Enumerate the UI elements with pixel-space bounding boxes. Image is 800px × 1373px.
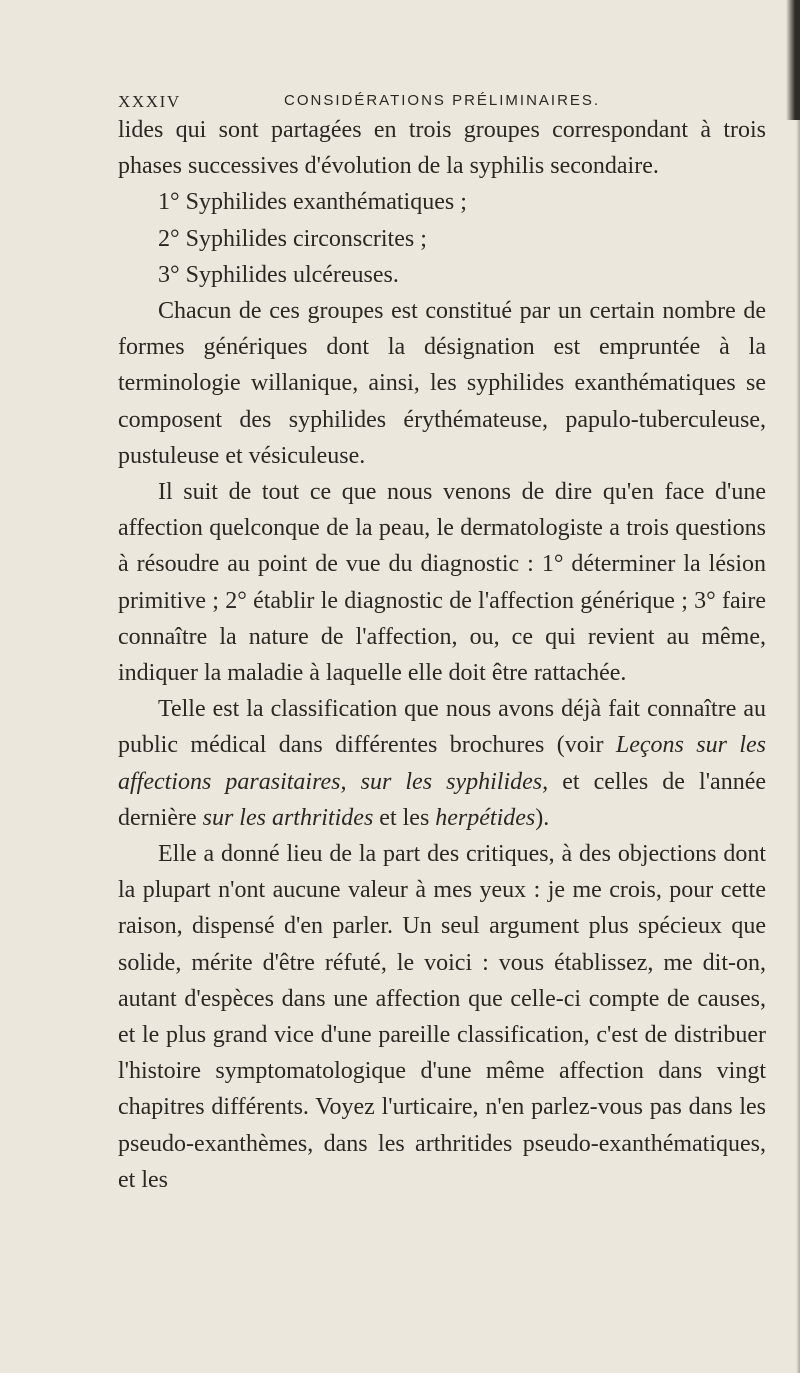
list-item: 2° Syphilides circonscrites ;	[158, 225, 427, 252]
text-run: ).	[535, 804, 550, 831]
italic-title: herpétides	[435, 804, 536, 831]
text-run: et les	[373, 804, 436, 831]
text-run: Telle est la classification que nous avons déjà fait connaître au public médical dans différentes brochures (voir	[118, 696, 766, 759]
paragraph-continued: lides qui sont partagées en trois groupes correspondant à trois phases successives d'évolution de la syphilis secondaire.	[118, 117, 766, 180]
page-edge-shadow	[786, 0, 800, 120]
italic-title: sur les arthritides	[202, 804, 374, 831]
page-edge-gutter	[796, 120, 800, 1373]
paragraph: Il suit de tout ce que nous venons de dire qu'en face d'une affection quelconque de la peau, le dermatologiste a trois questions à résoudre au point de vue du diagnostic : 1° déterminer la lésion primitive ; 2° établir le diagnostic de l'affection générique ; 3° faire connaître la nature de l'affection, ou, ce qui revient au même, indiquer la maladie à laquelle elle doit être rattachée.	[118, 479, 766, 687]
paragraph	[118, 691, 766, 836]
text-run: et celles de l'année dernière	[118, 768, 766, 831]
italic-title: Leçons sur les affections parasitaires, sur les syphilides,	[118, 732, 766, 795]
paragraph: Chacun de ces groupes est constitué par un certain nombre de formes génériques dont la désignation est empruntée à la terminologie willanique, ainsi, les syphilides exanthématiques se composent des syphilides érythémateuse, papulo-tuberculeuse, pustuleuse et vésiculeuse.	[118, 298, 766, 469]
body-text	[118, 112, 766, 1198]
paragraph: Elle a donné lieu de la part des critiques, à des objections dont la plupart n'ont aucune valeur à mes yeux : je me crois, pour cette raison, dispensé d'en parler. Un seul argument plus spécieux que solide, mérite d'être réfuté, le voici : vous établissez, me dit-on, autant d'espèces dans une affection que celle-ci compte de causes, et le plus grand vice d'une pareille classification, c'est de distribuer l'histoire symptomatologique d'une même affection dans vingt chapitres différents. Voyez l'urticaire, n'en parlez-vous pas dans les pseudo-exanthèmes, dans les arthritides pseudo-exanthématiques, et les	[118, 841, 766, 1193]
running-title: CONSIDÉRATIONS PRÉLIMINAIRES.	[284, 92, 601, 109]
list-item: 1° Syphilides exanthématiques ;	[158, 189, 467, 216]
page-number: XXXIV	[118, 92, 181, 111]
list-item: 3° Syphilides ulcéreuses.	[158, 261, 399, 288]
